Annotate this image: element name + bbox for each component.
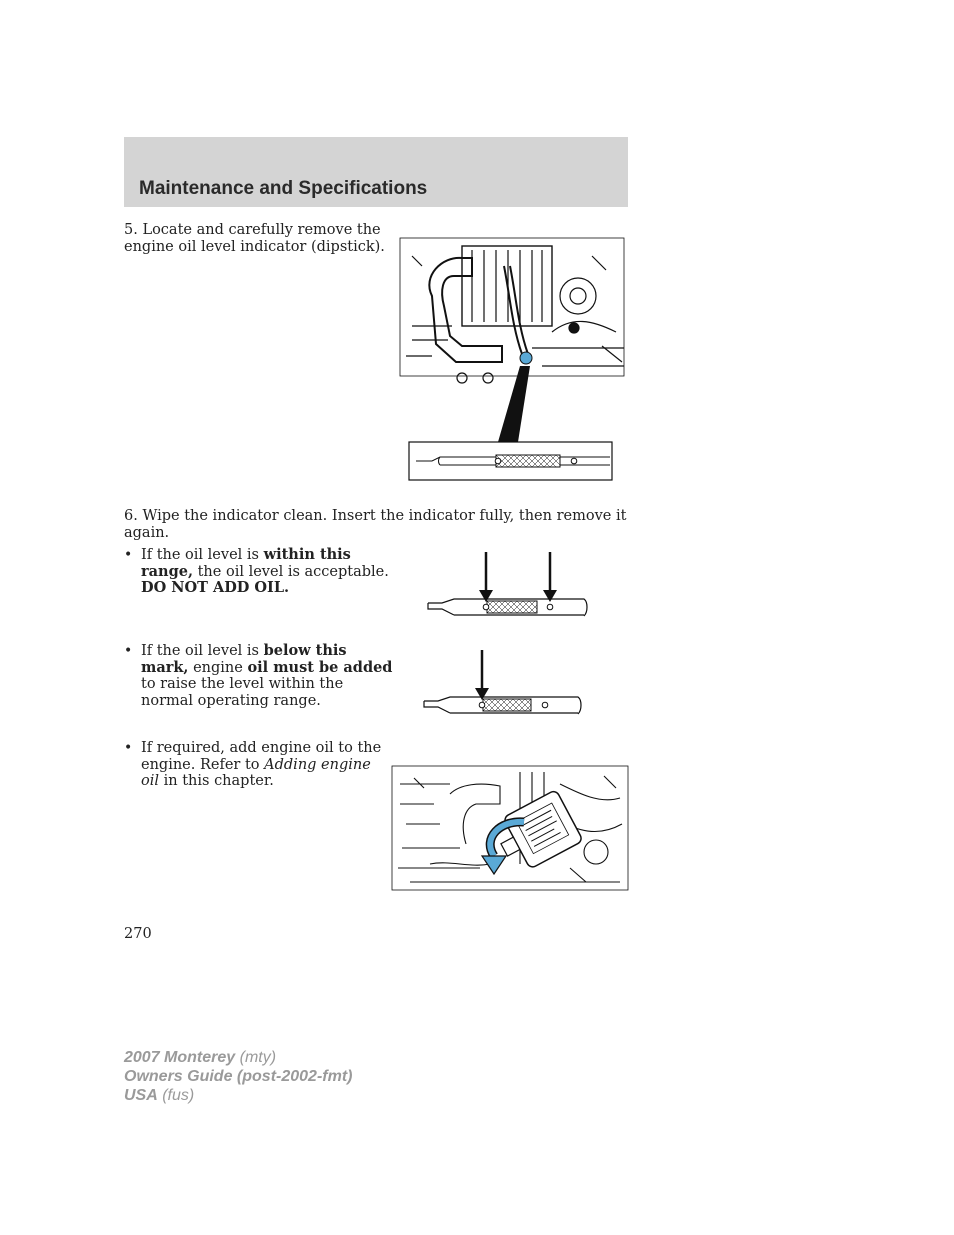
footer-market-code: (fus) (157, 1087, 195, 1104)
bullet-1-text (141, 547, 389, 597)
step-5-line-2: engine oil level indicator (dipstick). (124, 238, 385, 255)
step-6-line-2: again. (124, 524, 170, 541)
bullet-3-text-c: in this chapter. (159, 773, 274, 789)
bullet-glyph: • (124, 740, 133, 756)
step-6-line-1: 6. Wipe the indicator clean. Insert the indicator fully, then remove it (124, 508, 627, 524)
bullet-3-text (141, 740, 381, 790)
step-5-line-1: 5. Locate and carefully remove the (124, 222, 381, 238)
bullet-2-bold-a: below this (263, 642, 347, 659)
document-footer (124, 1048, 352, 1105)
footer-model-code: (mty) (235, 1049, 277, 1066)
bullet-glyph: • (124, 547, 133, 563)
bullet-1-bold-a: within this (263, 546, 351, 563)
add-engine-oil-illustration (390, 764, 630, 896)
bullet-glyph: • (124, 643, 133, 659)
bullet-2-bold-b: mark, (141, 658, 189, 676)
bullet-2-text-c: to raise the level within the (141, 676, 344, 692)
bullet-2-text-a: If the oil level is (141, 643, 264, 659)
page-number: 270 (124, 926, 152, 942)
bullet-2-bold-c: oil must be added (247, 658, 393, 676)
engine-dipstick-location-illustration (392, 236, 636, 484)
bullet-2-text (141, 643, 392, 709)
bullet-1-text-b: the oil level is acceptable. (193, 563, 389, 580)
bullet-1-text-a: If the oil level is (141, 547, 264, 563)
bullet-1-bold-b: range, (141, 562, 193, 580)
dipstick-below-mark-illustration (420, 648, 588, 718)
bullet-3-reference-b: oil (141, 773, 160, 789)
bullet-1-warning: DO NOT ADD OIL. (141, 579, 290, 596)
footer-guide: Owners Guide (post-2002-fmt) (124, 1068, 353, 1085)
footer-market: USA (124, 1087, 158, 1104)
footer-model: 2007 Monterey (124, 1049, 236, 1066)
bullet-3-reference-a: Adding engine (264, 756, 371, 773)
bullet-2-text-b: engine (188, 659, 248, 676)
bullet-3-text-a: If required, add engine oil to the (141, 740, 382, 756)
step-5-text (124, 222, 385, 255)
dipstick-within-range-illustration (424, 550, 592, 620)
bullet-3-text-b: engine. Refer to (141, 756, 265, 773)
section-title: Maintenance and Specifications (139, 178, 428, 199)
bullet-2-text-d: normal operating range. (141, 692, 321, 709)
step-6-text (124, 508, 626, 541)
